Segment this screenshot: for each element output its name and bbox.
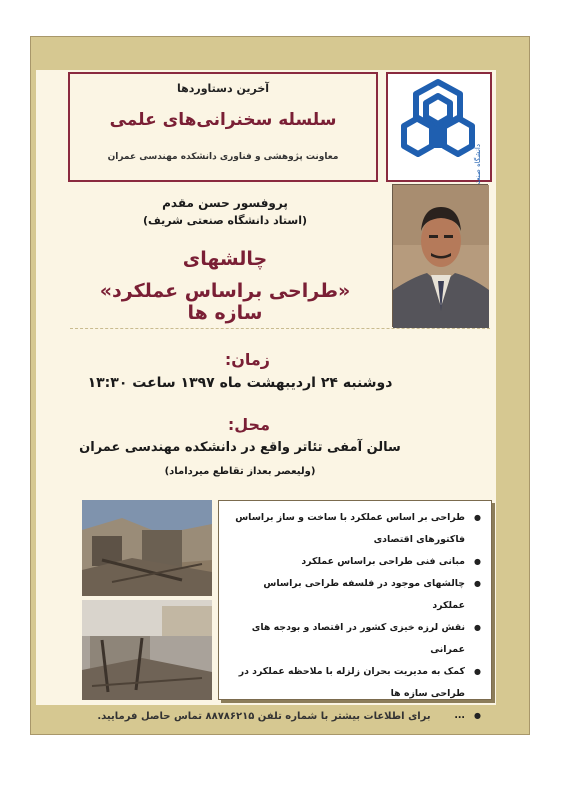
time-label: زمان: xyxy=(224,350,270,369)
organizer-text: معاونت پژوهشی و فناوری دانشکده مهندسی عمران xyxy=(107,152,339,162)
list-item: ● کمک به مدیریت بحران زلزله با ملاحظه عملکرد در طراحی سازه ها xyxy=(229,661,481,705)
place-label: محل: xyxy=(227,415,270,434)
topic-line-1: چالشهای xyxy=(182,248,268,270)
series-title: سلسله سخنرانی‌های علمی xyxy=(109,110,337,130)
list-item: ● چالشهای موجود در فلسفه طراحی براساس عملکرد xyxy=(229,573,481,617)
list-item: ● طراحی بر اساس عملکرد با ساخت و ساز براساس فاکتورهای اقتصادی xyxy=(229,507,481,551)
speaker-affiliation: (استاد دانشگاه صنعتی شریف) xyxy=(143,214,307,227)
university-logo-box xyxy=(386,72,492,182)
topics-list xyxy=(219,501,491,727)
speaker-portrait xyxy=(392,184,488,327)
earthquake-photo-2 xyxy=(82,600,212,700)
lecture-topic xyxy=(80,248,370,324)
list-item: ● نقش لرزه خیزی کشور در اقتصاد و بودجه های عمرانی xyxy=(229,617,481,661)
earthquake-photo-1 xyxy=(82,500,212,596)
speaker-block xyxy=(80,196,370,227)
speaker-name: پروفسور حسن مقدم xyxy=(162,196,288,210)
section-divider xyxy=(70,328,490,329)
list-item: ● مبانی فنی طراحی براساس عملکرد xyxy=(229,551,481,573)
series-title-box xyxy=(68,72,378,182)
contact-footer: برای اطلاعات بیشتر با شماره تلفن ۸۸۷۸۶۲۱۵ تماس حاصل فرمایید. xyxy=(97,711,431,722)
university-logo-icon xyxy=(388,74,490,180)
kicker-text: آخرین دستاوردها xyxy=(176,82,270,95)
topic-line-2: «طراحی براساس عملکرد» سازه ها xyxy=(99,280,351,324)
place-note: (ولیعصر بعداز تقاطع میرداماد) xyxy=(164,466,316,477)
time-value: دوشنبه ۲۴ اردیبهشت ماه ۱۳۹۷ ساعت ۱۳:۳۰ xyxy=(87,375,393,391)
place-value: سالن آمفی تئاتر واقع در دانشکده مهندسی عمران xyxy=(79,440,401,455)
list-item: ● ... xyxy=(229,705,481,727)
